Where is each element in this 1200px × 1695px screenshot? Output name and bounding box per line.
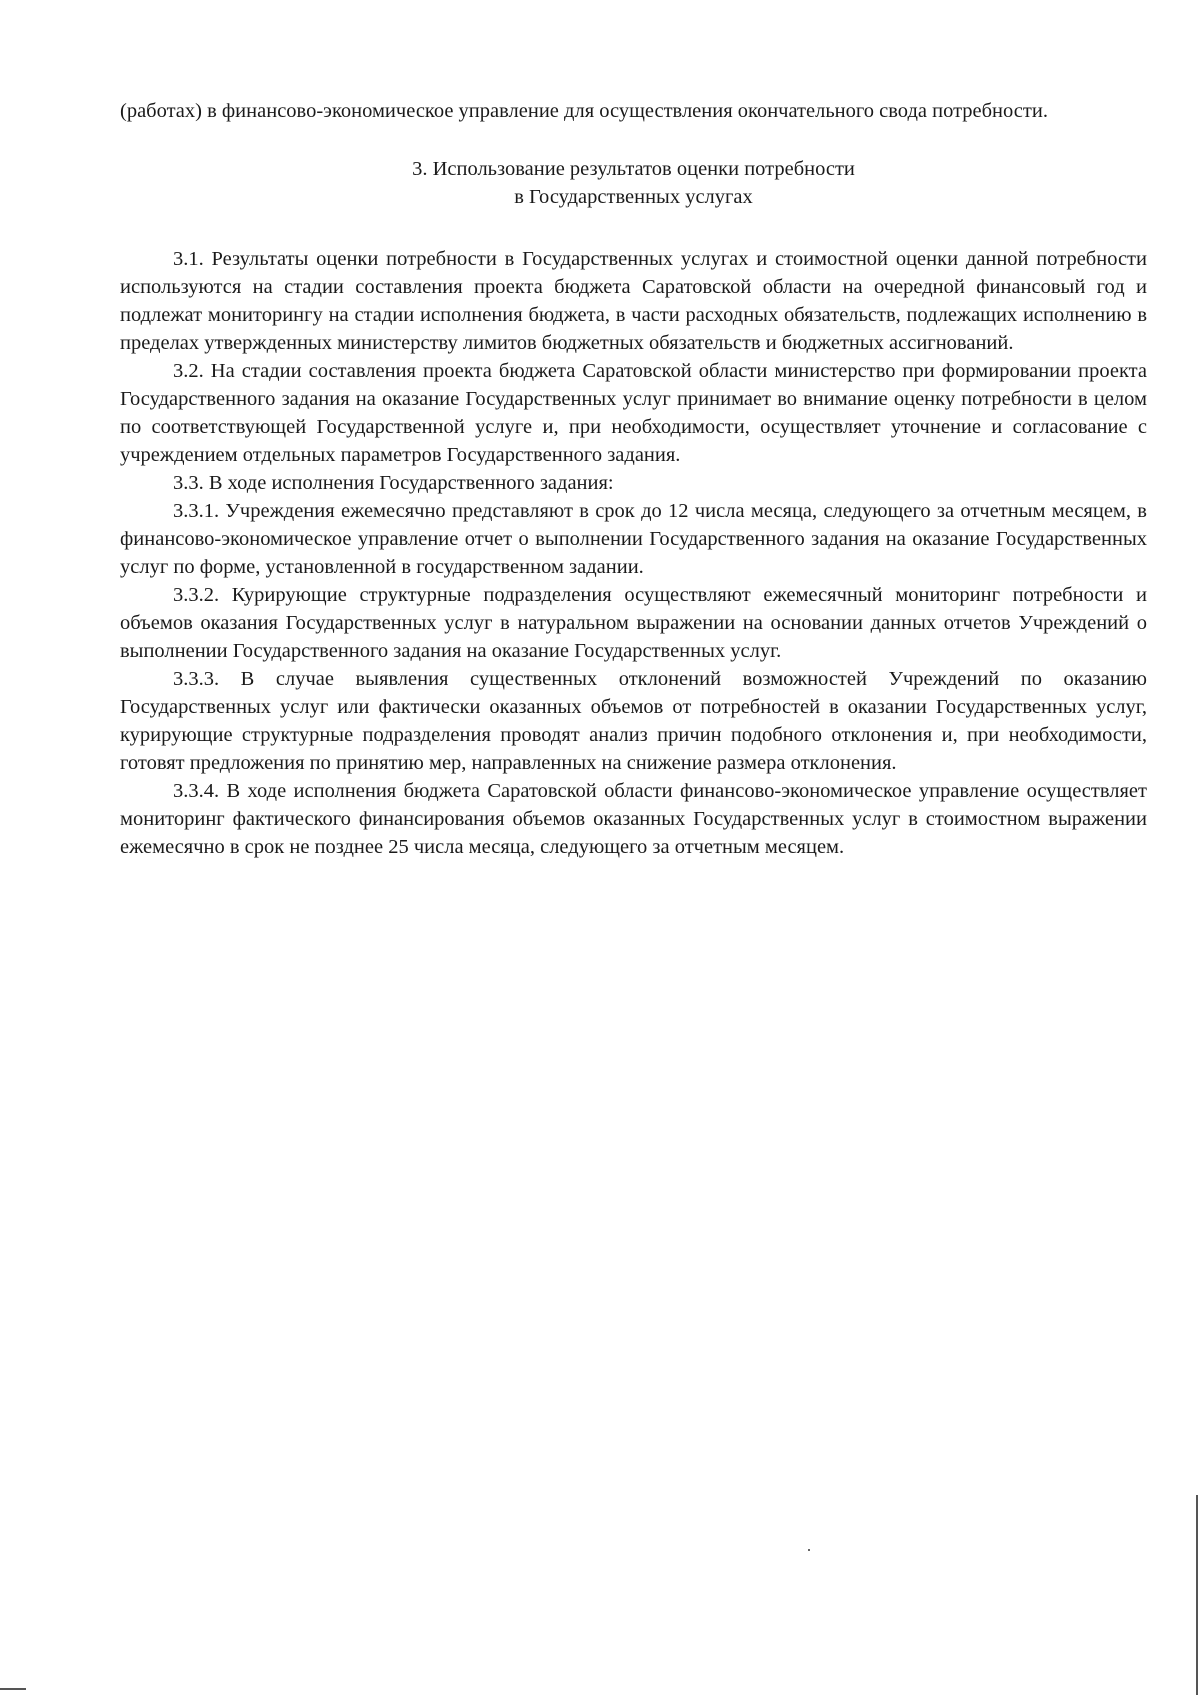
section-title bbox=[120, 155, 1147, 211]
section-title-line-1: 3. Использование результатов оценки потребности bbox=[412, 158, 855, 180]
scan-edge-mark-right bbox=[1196, 1495, 1198, 1695]
document-page bbox=[120, 97, 1147, 861]
paragraph-3-1: 3.1. Результаты оценки потребности в Государственных услугах и стоимостной оценки данной потребности используются на стадии составления проекта бюджета Саратовской области на очередной финансовый год и подлежат мониторингу на стадии исполнения бюджета, в части расходных обязательств, подлежащих исполнению в пределах утвержденных министерству лимитов бюджетных обязательств и бюджетных ассигнований. bbox=[120, 248, 1147, 354]
intro-paragraph: (работах) в финансово-экономическое управление для осуществления окончательного свода потребности. bbox=[120, 100, 1048, 122]
paragraph-3-3-4: 3.3.4. В ходе исполнения бюджета Саратовской области финансово-экономическое управление осуществляет мониторинг фактического финансирования объемов оказанных Государственных услуг в стоимостном выражении ежемесячно в срок не позднее 25 числа месяца, следующего за отчетным месяцем. bbox=[120, 780, 1147, 858]
paragraph-3-3-3: 3.3.3. В случае выявления существенных отклонений возможностей Учреждений по оказанию Государственных услуг или фактически оказанных объемов от потребностей в оказании Государственных услуг, курирующие структурные подразделения проводят анализ причин подобного отклонения и, при необходимости, готовят предложения по принятию мер, направленных на снижение размера отклонения. bbox=[120, 668, 1147, 774]
paragraph-3-2: 3.2. На стадии составления проекта бюджета Саратовской области министерство при формировании проекта Государственного задания на оказание Государственных услуг принимает во внимание оценку потребности в целом по соответствующей Государственной услуге и, при необходимости, осуществляет уточнение и согласование с учреждением отдельных параметров Государственного задания. bbox=[120, 360, 1147, 466]
paragraph-3-3-2: 3.3.2. Курирующие структурные подразделения осуществляют ежемесячный мониторинг потребности и объемов оказания Государственных услуг в натуральном выражении на основании данных отчетов Учреждений о выполнении Государственного задания на оказание Государственных услуг. bbox=[120, 584, 1147, 662]
section-title-line-2: в Государственных услугах bbox=[514, 186, 753, 208]
paragraph-3-3-1: 3.3.1. Учреждения ежемесячно представляют в срок до 12 числа месяца, следующего за отчетным месяцем, в финансово-экономическое управление отчет о выполнении Государственного задания на оказание Государственных услуг по форме, установленной в государственном задании. bbox=[120, 500, 1147, 578]
paragraph-3-3: 3.3. В ходе исполнения Государственного задания: bbox=[173, 472, 614, 494]
scan-speck bbox=[808, 1549, 810, 1551]
scan-edge-mark-bottom bbox=[0, 1688, 26, 1690]
